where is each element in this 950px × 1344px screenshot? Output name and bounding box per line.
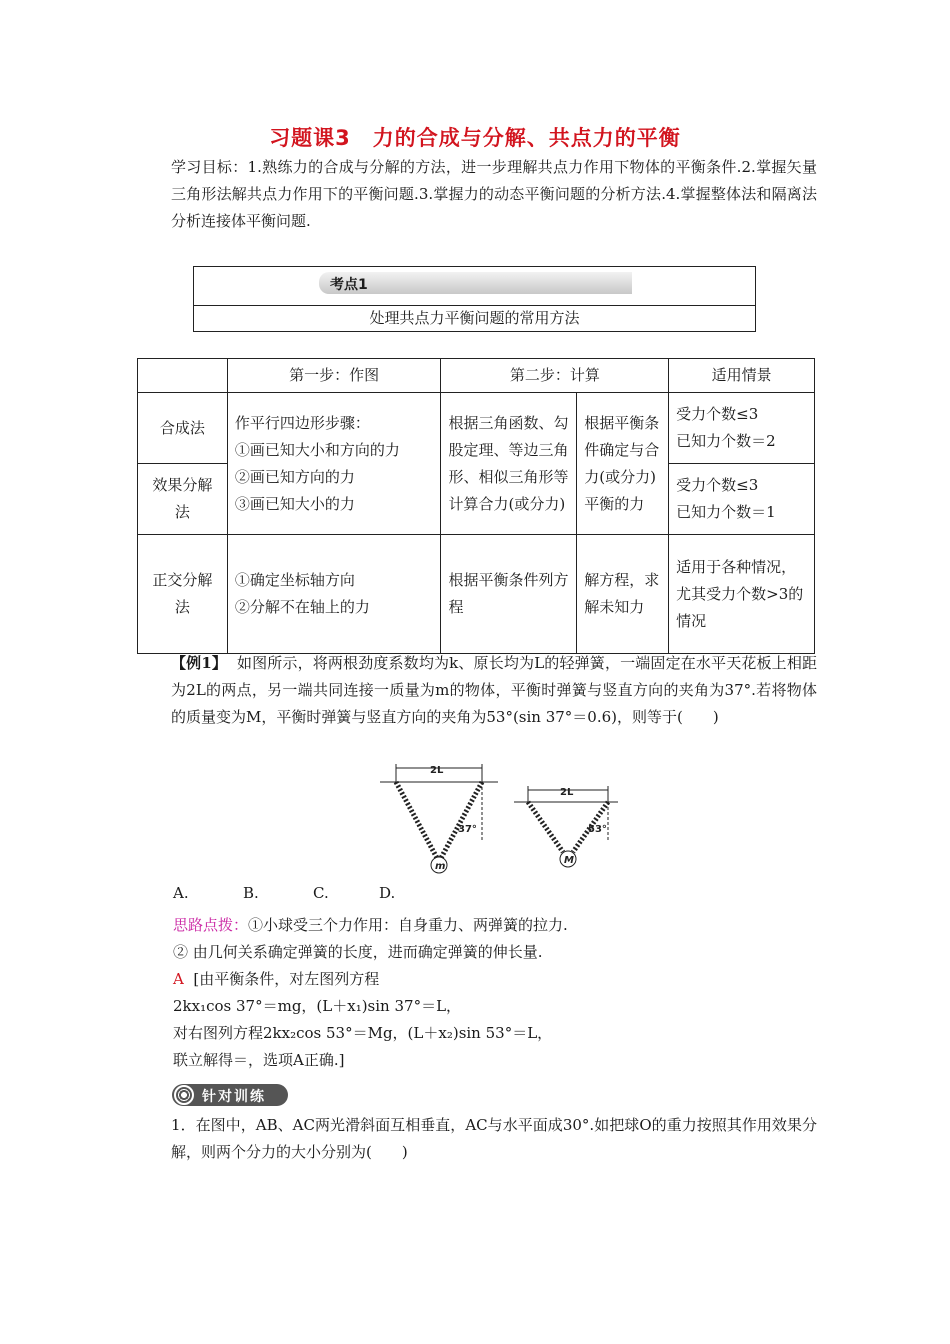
draw-step: ②画已知方向的力 — [234, 467, 355, 486]
method-name: 正交分解法 — [138, 535, 228, 654]
example-text: 如图所示，将两根劲度系数均为k、原长均为L的轻弹簧，一端固定在水平天花板上相距为2L的两点，另一端共同连接一质量为m的物体，平衡时弹簧与竖直方向的夹角为37°.若将物体的质量变为M，平衡时弹簧与竖直方向的夹角为53°(sin 37°＝0.6)，则等于( ) — [171, 654, 817, 726]
left-spring-b — [441, 782, 482, 858]
left-spring-a — [396, 782, 437, 858]
option-d[interactable]: D. — [379, 884, 396, 902]
calc-step: 根据平衡条件确定与合力(或分力)平衡的力 — [577, 393, 669, 535]
question-text: 1．在图中，AB、AC两光滑斜面互相垂直，AC与水平面成30°.如把球O的重力按照其作用效果分解，则两个分力的大小分别为( ) — [171, 1116, 817, 1161]
option-c[interactable]: C. — [313, 884, 329, 902]
hint-text: ①小球受三个力作用：自身重力、两弹簧的拉力. — [248, 916, 568, 934]
table-header-cell — [138, 359, 228, 393]
table-row — [138, 393, 815, 464]
table-header-cell: 第一步：作图 — [227, 359, 441, 393]
scene-line: 已知力个数＝2 — [676, 432, 776, 450]
table-header-cell: 第二步：计算 — [441, 359, 669, 393]
solution-line: 2kx₁cos 37°＝mg，(L＋x₁)sin 37°＝L， — [173, 997, 462, 1015]
calc-step: 解方程，求解未知力 — [577, 535, 669, 654]
draw-step: ②分解不在轴上的力 — [234, 598, 370, 616]
scene-line: 已知力个数＝1 — [676, 503, 776, 521]
goals-text: 学习目标：1.熟练力的合成与分解的方法，进一步理解共点力作用下物体的平衡条件.2.掌握矢量三角形法解共点力作用下的平衡问题.3.掌握力的动态平衡问题的分析方法.4.掌握整体法和隔离法分析连接体平衡问题. — [171, 158, 817, 230]
topic-subtitle: 处理共点力平衡问题的常用方法 — [369, 309, 580, 327]
training-question-1 — [137, 1112, 817, 1166]
scene-line: 受力个数≤3 — [676, 405, 759, 423]
draw-step: ①画已知大小和方向的力 — [234, 440, 400, 459]
calc-step: 根据三角函数、勾股定理、等边三角形、相似三角形等计算合力(或分力) — [441, 393, 577, 535]
scene-line: 受力个数≤3 — [676, 476, 759, 494]
solution-line: 联立解得＝，选项A正确.] — [173, 1051, 345, 1069]
right-mass-label: M — [564, 855, 574, 866]
hint-line-1 — [173, 912, 568, 939]
left-mass-label: m — [435, 861, 446, 872]
scene-cell — [669, 464, 815, 535]
topic-divider — [194, 305, 755, 306]
topic-tag: 考点1 — [330, 277, 368, 293]
table-header-cell: 适用情景 — [669, 359, 815, 393]
right-span-label: 2L — [560, 787, 574, 798]
page-title: 习题课3 力的合成与分解、共点力的平衡 — [269, 126, 681, 150]
scene-cell — [669, 393, 815, 464]
example-1 — [137, 650, 817, 731]
option-b[interactable]: B. — [243, 884, 259, 902]
topic-box — [193, 266, 756, 332]
learning-goals — [137, 154, 817, 235]
scene-cell: 适用于各种情况，尤其受力个数>3的情况 — [669, 535, 815, 654]
example-label: 【例1】 — [171, 654, 228, 672]
example-text-block — [137, 650, 817, 731]
method-name: 效果分解法 — [138, 464, 228, 535]
training-banner — [172, 1084, 288, 1106]
training-label: 针对训练 — [202, 1089, 266, 1105]
right-angle-label: 53° — [588, 824, 607, 835]
solution-line: 对右图列方程2kx₂cos 53°＝Mg，(L＋x₂)sin 53°＝L， — [173, 1024, 553, 1042]
draw-steps — [227, 535, 441, 654]
solution-text: [由平衡条件，对左图列方程 — [193, 970, 380, 988]
target-icon — [174, 1085, 194, 1105]
left-angle-label: 37° — [458, 824, 477, 835]
answer-line — [173, 966, 568, 993]
spring-figure — [360, 762, 640, 880]
draw-step: ③画已知大小的力 — [234, 494, 355, 513]
draw-step: ①确定坐标轴方向 — [234, 571, 355, 589]
answer-letter: A — [173, 970, 184, 988]
draw-step: 作平行四边形步骤： — [234, 413, 370, 432]
table-row — [138, 535, 815, 654]
table-header-row — [138, 359, 815, 393]
hint-label: 思路点拨： — [173, 916, 249, 934]
draw-steps — [227, 393, 441, 535]
calc-step: 根据平衡条件列方程 — [441, 535, 577, 654]
options-row — [173, 884, 395, 902]
left-span-label: 2L — [430, 765, 444, 776]
option-a[interactable]: A. — [173, 884, 189, 902]
methods-table — [137, 358, 815, 654]
hint-line-2: ② 由几何关系确定弹簧的长度，进而确定弹簧的伸长量. — [173, 943, 543, 961]
solution-block — [173, 912, 568, 1074]
method-name: 合成法 — [138, 393, 228, 464]
right-spring-a — [528, 802, 563, 852]
